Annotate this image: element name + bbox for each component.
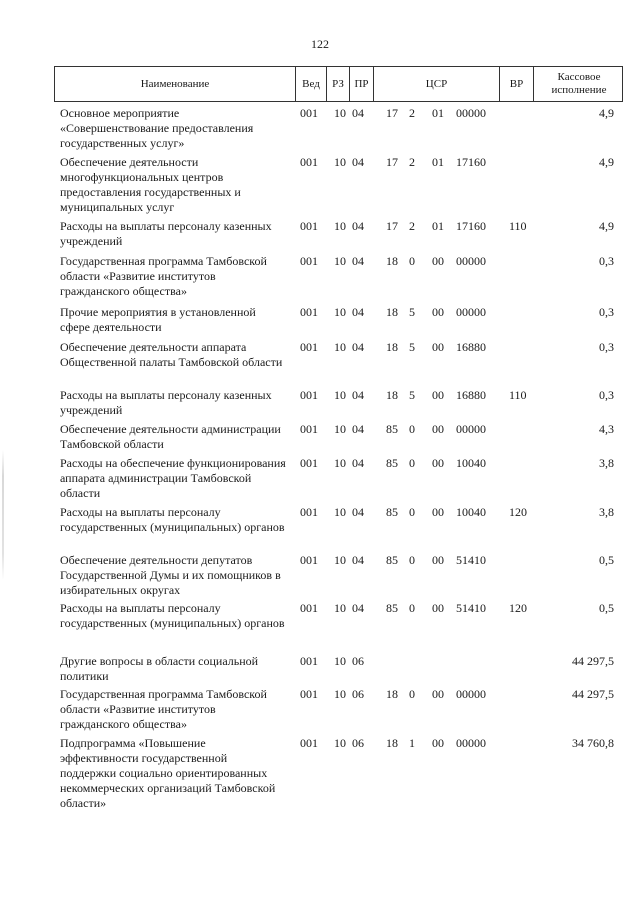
row-pr: 04	[352, 505, 364, 519]
row-csr-program: 17	[386, 155, 398, 169]
row-csr-subprogram: 5	[409, 305, 415, 319]
row-csr-program: 17	[386, 219, 398, 233]
row-amount: 4,9	[599, 155, 614, 169]
row-ved: 001	[300, 340, 318, 354]
row-rz: 10	[334, 553, 346, 567]
row-ved: 001	[300, 305, 318, 319]
row-ved: 001	[300, 736, 318, 750]
row-name: Государственная программа Тамбовской области «Развитие институтов гражданского общества»	[60, 254, 267, 298]
row-rz: 10	[334, 254, 346, 268]
row-csr-subprogram: 5	[409, 340, 415, 354]
row-pr: 06	[352, 736, 364, 750]
row-csr-subprogram: 0	[409, 254, 415, 268]
row-csr-event: 00	[432, 388, 444, 402]
row-csr-direction: 51410	[456, 553, 486, 567]
row-name: Расходы на выплаты персоналу государственных (муниципальных) органов	[60, 505, 285, 534]
row-csr-program: 85	[386, 422, 398, 436]
row-name: Расходы на обеспечение функционирования аппарата администрации Тамбовской области	[60, 456, 286, 500]
row-pr: 04	[352, 553, 364, 567]
row-rz: 10	[334, 654, 346, 668]
row-ved: 001	[300, 219, 318, 233]
row-csr-program: 85	[386, 456, 398, 470]
row-ved: 001	[300, 422, 318, 436]
row-amount: 3,8	[599, 505, 614, 519]
row-rz: 10	[334, 305, 346, 319]
row-pr: 04	[352, 254, 364, 268]
row-vr: 120	[509, 601, 527, 615]
row-name: Обеспечение деятельности многофункциональных центров предоставления государственных и муниципальных услуг	[60, 155, 241, 214]
row-ved: 001	[300, 654, 318, 668]
row-pr: 04	[352, 422, 364, 436]
row-rz: 10	[334, 736, 346, 750]
row-csr-event: 00	[432, 553, 444, 567]
row-ved: 001	[300, 553, 318, 567]
row-ved: 001	[300, 254, 318, 268]
row-csr-program: 85	[386, 505, 398, 519]
row-pr: 04	[352, 305, 364, 319]
row-csr-subprogram: 0	[409, 687, 415, 701]
row-rz: 10	[334, 340, 346, 354]
row-name: Другие вопросы в области социальной политики	[60, 654, 259, 683]
row-csr-direction: 00000	[456, 736, 486, 750]
row-csr-direction: 16880	[456, 388, 486, 402]
row-amount: 0,5	[599, 601, 614, 615]
row-vr: 110	[509, 388, 527, 402]
row-csr-direction: 17160	[456, 219, 486, 233]
row-csr-event: 00	[432, 601, 444, 615]
row-name: Расходы на выплаты персоналу казенных учреждений	[60, 388, 272, 417]
row-csr-program: 18	[386, 340, 398, 354]
row-csr-event: 00	[432, 456, 444, 470]
row-csr-event: 00	[432, 254, 444, 268]
row-pr: 06	[352, 687, 364, 701]
row-amount: 0,3	[599, 388, 614, 402]
row-amount: 0,3	[599, 340, 614, 354]
row-ved: 001	[300, 155, 318, 169]
row-csr-program: 18	[386, 388, 398, 402]
row-rz: 10	[334, 505, 346, 519]
row-pr: 04	[352, 106, 364, 120]
row-csr-program: 18	[386, 687, 398, 701]
row-vr: 110	[509, 219, 527, 233]
row-rz: 10	[334, 106, 346, 120]
row-csr-program: 85	[386, 553, 398, 567]
row-csr-event: 00	[432, 687, 444, 701]
row-csr-program: 18	[386, 736, 398, 750]
row-rz: 10	[334, 601, 346, 615]
row-pr: 04	[352, 340, 364, 354]
row-name: Подпрограмма «Повышение эффективности государственной поддержки социально ориентированных некоммерческих организаций Тамбовской области»	[60, 736, 276, 810]
row-name: Обеспечение деятельности депутатов Государственной Думы и их помощников в избирательных округах	[60, 553, 281, 597]
row-csr-subprogram: 0	[409, 422, 415, 436]
row-csr-direction: 00000	[456, 106, 486, 120]
row-amount: 4,9	[599, 219, 614, 233]
row-pr: 04	[352, 219, 364, 233]
row-csr-subprogram: 2	[409, 219, 415, 233]
header-name: Наименование	[140, 77, 210, 90]
row-csr-direction: 16880	[456, 340, 486, 354]
row-csr-direction: 00000	[456, 305, 486, 319]
row-csr-direction: 10040	[456, 456, 486, 470]
row-csr-event: 00	[432, 736, 444, 750]
row-amount: 0,3	[599, 254, 614, 268]
row-csr-direction: 51410	[456, 601, 486, 615]
header-ved: Вед	[295, 67, 326, 101]
row-csr-program: 85	[386, 601, 398, 615]
page-number: 122	[311, 37, 329, 51]
row-amount: 4,9	[599, 106, 614, 120]
row-csr-event: 00	[432, 505, 444, 519]
row-ved: 001	[300, 106, 318, 120]
row-name: Прочие мероприятия в установленной сфере деятельности	[60, 305, 256, 334]
row-csr-subprogram: 0	[409, 553, 415, 567]
row-csr-direction: 00000	[456, 422, 486, 436]
row-csr-program: 17	[386, 106, 398, 120]
row-csr-program: 18	[386, 305, 398, 319]
row-amount: 0,3	[599, 305, 614, 319]
row-csr-subprogram: 1	[409, 736, 415, 750]
row-ved: 001	[300, 687, 318, 701]
row-csr-direction: 00000	[456, 254, 486, 268]
row-csr-direction: 00000	[456, 687, 486, 701]
row-pr: 04	[352, 456, 364, 470]
row-rz: 10	[334, 388, 346, 402]
row-csr-subprogram: 5	[409, 388, 415, 402]
row-amount: 0,5	[599, 553, 614, 567]
row-name: Обеспечение деятельности администрации Тамбовской области	[60, 422, 281, 451]
row-ved: 001	[300, 456, 318, 470]
row-ved: 001	[300, 601, 318, 615]
header-vr: ВР	[499, 67, 533, 101]
row-name: Расходы на выплаты персоналу казенных учреждений	[60, 219, 272, 248]
row-rz: 10	[334, 422, 346, 436]
row-rz: 10	[334, 687, 346, 701]
row-amount: 34 760,8	[572, 736, 614, 750]
row-csr-event: 01	[432, 155, 444, 169]
row-vr: 120	[509, 505, 527, 519]
header-amount: Кассовое исполнение	[533, 67, 624, 101]
header-csr: ЦСР	[373, 67, 499, 101]
row-amount: 44 297,5	[572, 654, 614, 668]
row-amount: 3,8	[599, 456, 614, 470]
header-rz: РЗ	[326, 67, 349, 101]
row-rz: 10	[334, 219, 346, 233]
row-rz: 10	[334, 155, 346, 169]
row-csr-event: 00	[432, 422, 444, 436]
row-name: Расходы на выплаты персоналу государственных (муниципальных) органов	[60, 601, 285, 630]
row-csr-subprogram: 2	[409, 106, 415, 120]
row-ved: 001	[300, 388, 318, 402]
row-name: Основное мероприятие «Совершенствование предоставления государственных услуг»	[60, 106, 254, 150]
row-csr-subprogram: 0	[409, 505, 415, 519]
row-csr-subprogram: 0	[409, 601, 415, 615]
row-name: Обеспечение деятельности аппарата Общественной палаты Тамбовской области	[60, 340, 283, 369]
row-pr: 06	[352, 654, 364, 668]
row-amount: 4,3	[599, 422, 614, 436]
scan-binding-mark	[2, 450, 4, 580]
row-csr-event: 00	[432, 340, 444, 354]
row-csr-direction: 10040	[456, 505, 486, 519]
row-rz: 10	[334, 456, 346, 470]
row-ved: 001	[300, 505, 318, 519]
row-amount: 44 297,5	[572, 687, 614, 701]
row-csr-event: 01	[432, 106, 444, 120]
row-csr-event: 00	[432, 305, 444, 319]
row-csr-program: 18	[386, 254, 398, 268]
row-csr-direction: 17160	[456, 155, 486, 169]
row-csr-event: 01	[432, 219, 444, 233]
row-name: Государственная программа Тамбовской области «Развитие институтов гражданского общества»	[60, 687, 267, 731]
row-csr-subprogram: 0	[409, 456, 415, 470]
header-pr: ПР	[349, 67, 373, 101]
row-pr: 04	[352, 601, 364, 615]
row-pr: 04	[352, 155, 364, 169]
row-csr-subprogram: 2	[409, 155, 415, 169]
row-pr: 04	[352, 388, 364, 402]
